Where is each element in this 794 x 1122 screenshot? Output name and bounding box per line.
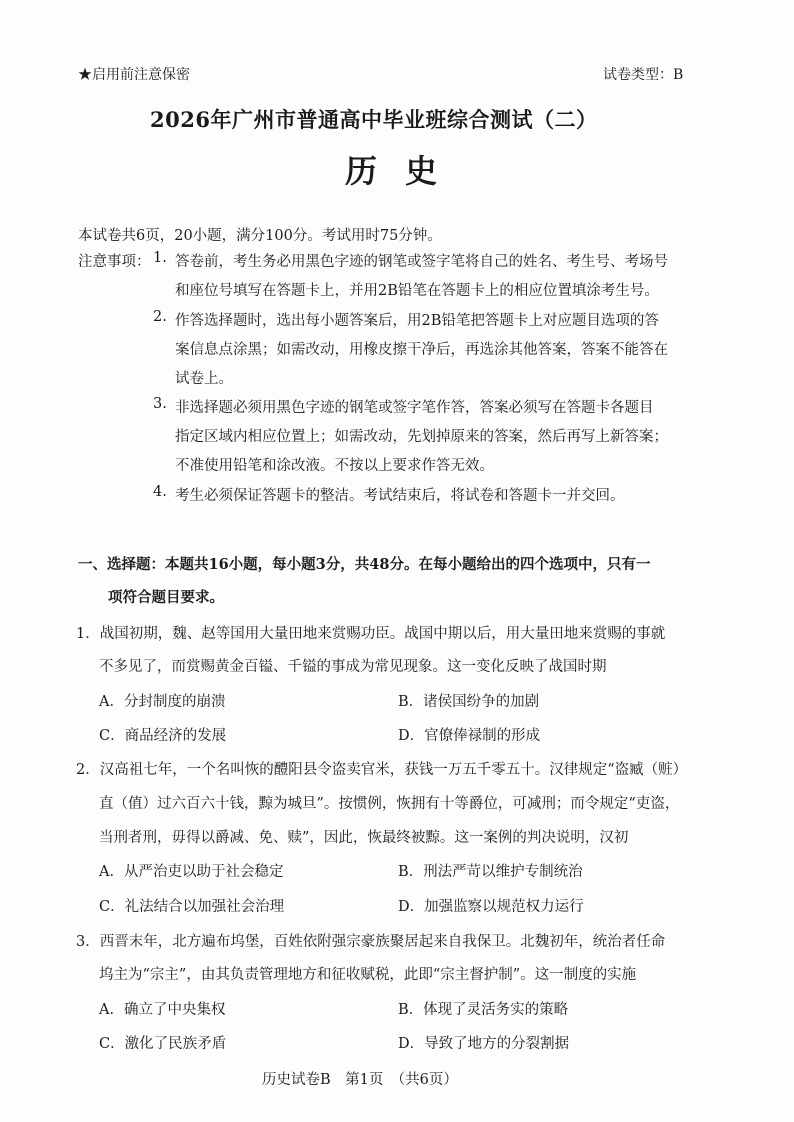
note-line: 非选择题必须用黑色字迹的钢笔或签字笔作答，答案必须写在答题卡各题目 <box>175 400 654 416</box>
section-heading-cont: 项符合题目要求。 <box>108 589 224 606</box>
paper-type: 试卷类型：B <box>603 67 684 83</box>
note-number: 1. <box>153 250 167 266</box>
exam-title: 2026年广州市普通高中毕业班综合测试（二） <box>150 107 598 132</box>
question-3-text: 坞主为“宗主”，由其负责管理地方和征收赋税，此即“宗主督护制”。这一制度的实施 <box>99 967 637 983</box>
q1-option-b: B．诸侯国纷争的加剧 <box>398 694 540 710</box>
note-line: 和座位号填写在答题卡上，并用2B铅笔在答题卡上的相应位置填涂考生号。 <box>175 283 659 299</box>
q2-option-c: C．礼法结合以加强社会治理 <box>99 899 285 915</box>
note-line: 考生必须保证答题卡的整洁。考试结束后，将试卷和答题卡一并交回。 <box>175 488 625 504</box>
q1-option-d: D．官僚俸禄制的形成 <box>398 728 541 744</box>
note-line: 不准使用铅笔和涂改液。不按以上要求作答无效。 <box>175 458 494 474</box>
question-1-text: 1．战国初期，魏、赵等国用大量田地来赏赐功臣。战国中期以后，用大量田地来赏赐的事就 <box>76 626 666 642</box>
page-footer: 历史试卷B 第1页 （共6页） <box>262 1072 458 1088</box>
note-line: 作答选择题时，选出每小题答案后，用2B铅笔把答题卡上对应题目选项的答 <box>175 313 659 329</box>
question-2-text: 直（值）过六百六十钱，黥为城旦”。按惯例，恢拥有十等爵位，可减刑；而令规定“吏盗， <box>99 796 680 812</box>
question-3-text: 3．西晋末年，北方遍布坞堡，百姓依附强宗豪族聚居起来自我保卫。北魏初年，统治者任命 <box>76 934 666 950</box>
notes-label: 注意事项： <box>78 254 151 270</box>
section-heading: 一、选择题：本题共16小题，每小题3分，共48分。在每小题给出的四个选项中，只有一 <box>78 556 651 573</box>
question-2-text: 当刑者刑，毋得以爵减、免、赎”，因此，恢最终被黥。这一案例的判决说明，汉初 <box>99 830 629 846</box>
q3-option-a: A．确立了中央集权 <box>99 1002 226 1018</box>
q1-option-c: C．商品经济的发展 <box>99 728 227 744</box>
q3-option-d: D．导致了地方的分裂割据 <box>398 1036 570 1052</box>
note-number: 4. <box>153 484 167 500</box>
q2-option-a: A．从严治吏以助于社会稳定 <box>99 864 284 880</box>
confidential-mark: ★启用前注意保密 <box>78 67 190 83</box>
q2-option-d: D．加强监察以规范权力运行 <box>398 899 584 915</box>
q1-option-a: A．分封制度的崩溃 <box>99 694 226 710</box>
question-1-text: 不多见了，而赏赐黄金百镒、千镒的事成为常见现象。这一变化反映了战国时期 <box>99 659 607 675</box>
note-line: 指定区域内相应位置上；如需改动，先划掉原来的答案，然后再写上新答案； <box>175 429 668 445</box>
note-line: 试卷上。 <box>175 371 233 387</box>
note-line: 答卷前，考生务必用黑色字迹的钢笔或签字笔将自己的姓名、考生号、考场号 <box>175 254 668 270</box>
note-line: 案信息点涂黑；如需改动，用橡皮擦干净后，再选涂其他答案，答案不能答在 <box>175 342 668 358</box>
note-number: 3. <box>153 396 167 412</box>
q2-option-b: B．刑法严苛以维护专制统治 <box>398 864 583 880</box>
intro-text: 本试卷共6页，20小题，满分100分。考试用时75分钟。 <box>78 228 442 244</box>
q3-option-c: C．激化了民族矛盾 <box>99 1036 227 1052</box>
q3-option-b: B．体现了灵活务实的策略 <box>398 1002 569 1018</box>
subject-title: 历史 <box>345 152 466 190</box>
note-number: 2. <box>153 309 167 325</box>
question-2-text: 2．汉高祖七年，一个名叫恢的醴阳县令盗卖官米，获钱一万五千零五十。汉律规定“盗臧（赃） <box>76 762 688 778</box>
